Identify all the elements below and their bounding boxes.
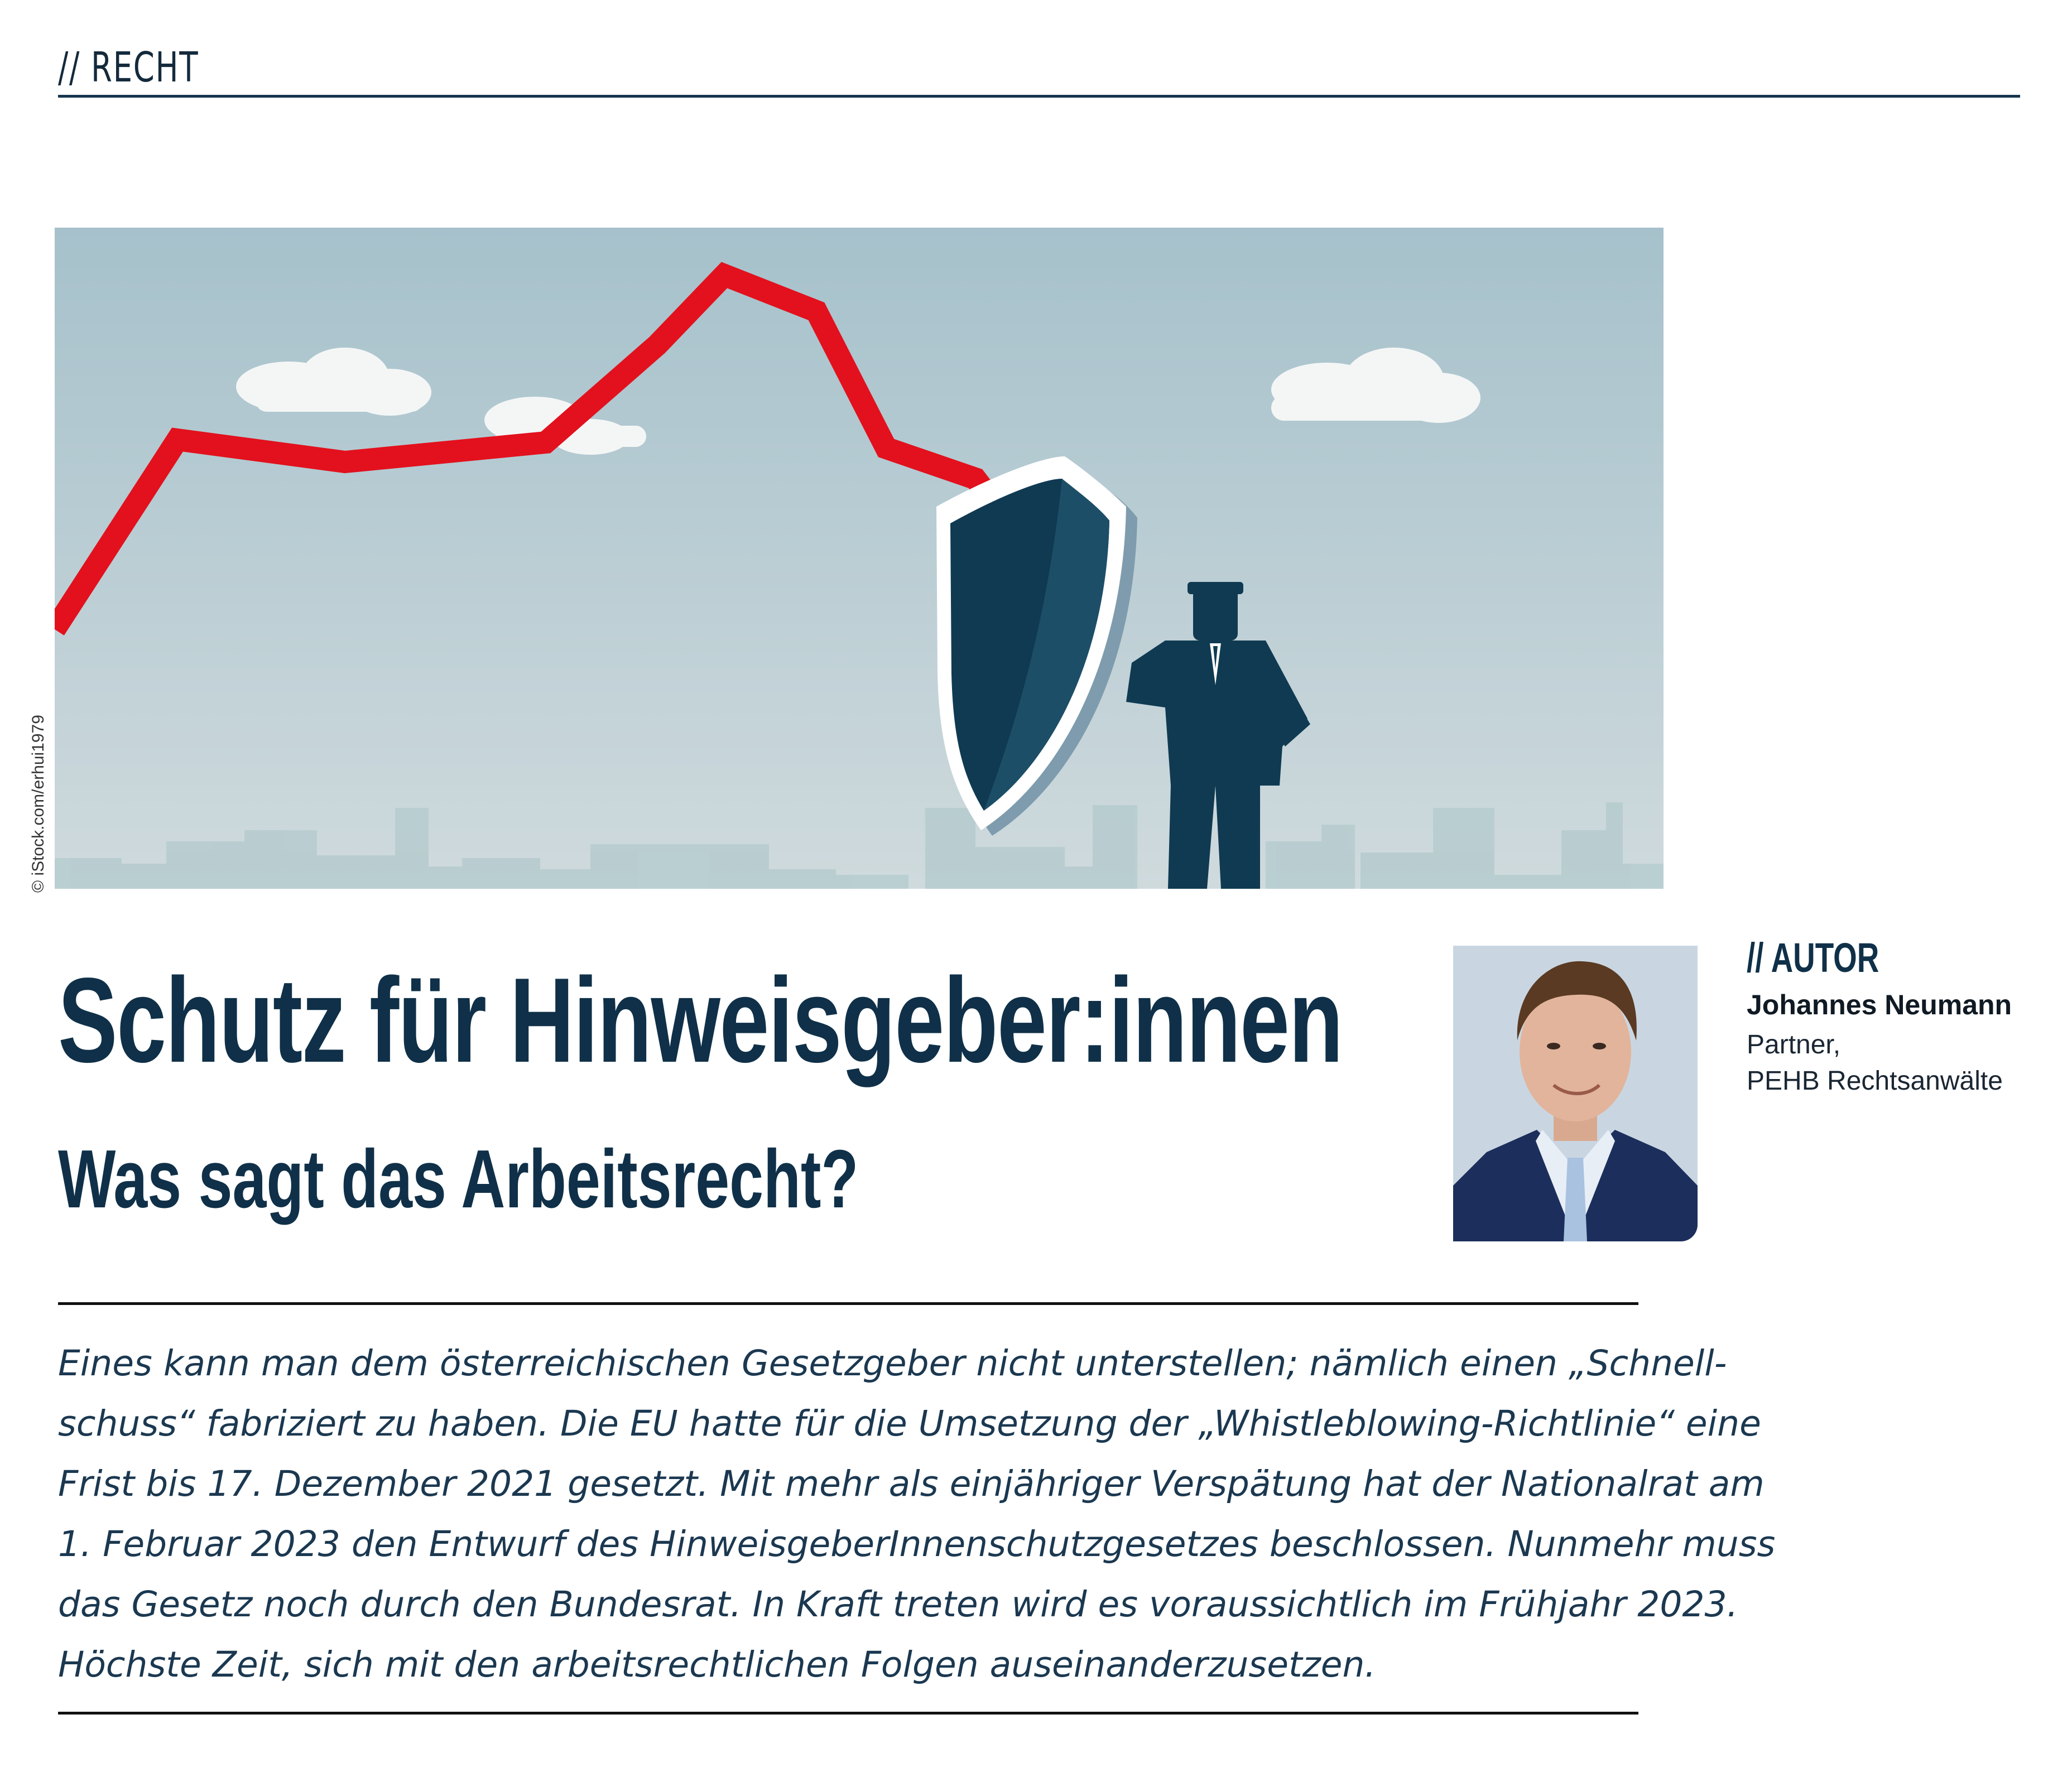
sky-background (55, 228, 1664, 889)
section-label: // RECHT (58, 44, 199, 92)
lede-line: Höchste Zeit, sich mit den arbeitsrechtlichen Folgen auseinanderzusetzen. (58, 1644, 1376, 1685)
lede-bottom-divider (58, 1712, 1638, 1715)
author-section-label: // AUTOR (1747, 935, 1879, 981)
necktie (1564, 1158, 1587, 1241)
image-credit: © iStock.com/erhui1979 (29, 715, 47, 893)
article-subtitle: Was sagt das Arbeitsrecht? (58, 1133, 859, 1225)
article-title: Schutz für Hinweisgeber:innen (58, 952, 1343, 1087)
lede-line: das Gesetz noch durch den Bundesrat. In Kraft treten wird es voraussichtlich im Frühjahr 2023. (58, 1584, 1738, 1625)
lede-line: Eines kann man dem österreichischen Gesetzgeber nicht unterstellen; nämlich einen „Schnell- (58, 1343, 1727, 1384)
lede-line: 1. Februar 2023 den Entwurf des HinweisgeberInnenschutzgesetzes beschlossen. Nunmehr muss (58, 1524, 1776, 1564)
header-divider (58, 95, 2020, 98)
author-photo (1453, 946, 1698, 1241)
author-firm: PEHB Rechtsanwälte (1747, 1066, 2003, 1096)
lede-line: schuss“ fabriziert zu haben. Die EU hatte für die Umsetzung der „Whistleblowing-Richtlinie“ eine (58, 1403, 1761, 1444)
article-lede (58, 1333, 1776, 1695)
lede-line: Frist bis 17. Dezember 2021 gesetzt. Mit mehr als einjähriger Verspätung hat der Nationalrat am (58, 1463, 1765, 1504)
author-name: Johannes Neumann (1747, 989, 2012, 1020)
author-role (1747, 1027, 2003, 1100)
lede-top-divider (58, 1302, 1638, 1305)
hero-illustration (55, 228, 1664, 889)
author-role-title: Partner, (1747, 1030, 1841, 1060)
